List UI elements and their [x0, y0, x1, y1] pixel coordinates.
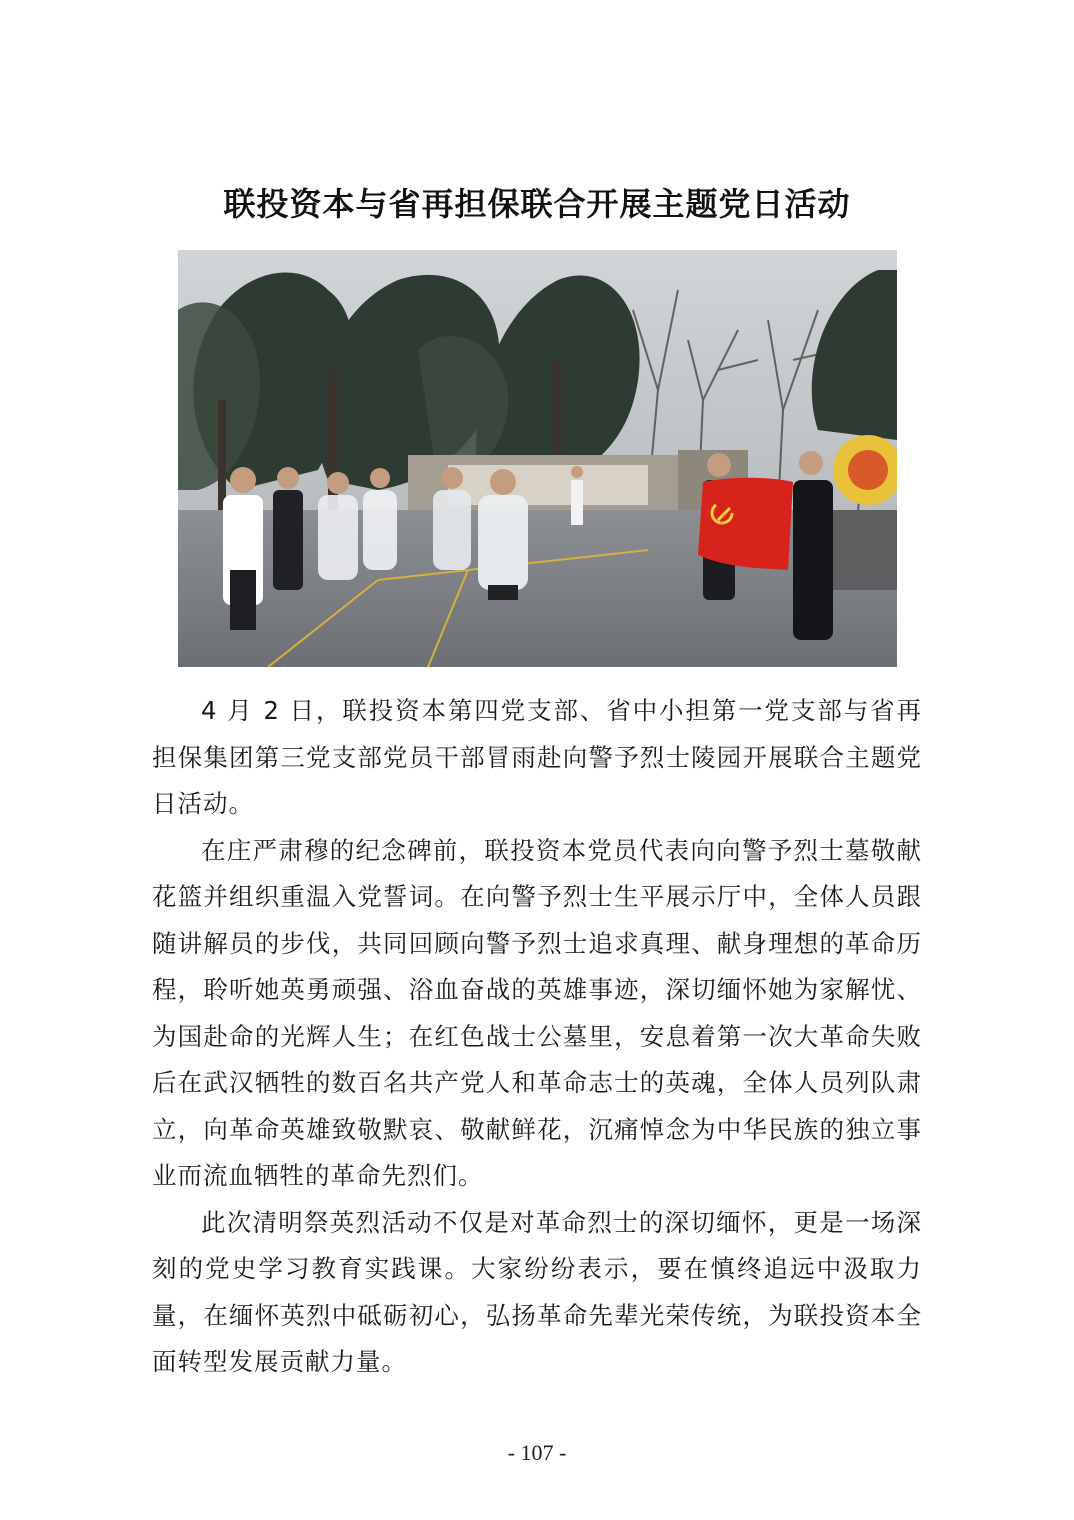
page-title: 联投资本与省再担保联合开展主题党日活动 [223, 185, 851, 223]
page-number: - 107 - [507, 1440, 567, 1465]
group-photo-memorial-flag-icon [178, 250, 897, 667]
paragraph-3: 此次清明祭英烈活动不仅是对革命烈士的深切缅怀，更是一场深刻的党史学习教育实践课。大家纷纷表示，要在慎终追远中汲取力量，在缅怀英烈中砥砺初心，弘扬革命先辈光荣传统，为联投资本全面转型发展贡献力量。 [152, 1207, 922, 1376]
event-photo [178, 250, 897, 667]
article-body [152, 688, 922, 1386]
paragraph-2: 在庄严肃穆的纪念碑前，联投资本党员代表向向警予烈士墓敬献花篮并组织重温入党誓词。在向警予烈士生平展示厅中，全体人员跟随讲解员的步伐，共同回顾向警予烈士追求真理、献身理想的革命历程，聆听她英勇顽强、浴血奋战的英雄事迹，深切缅怀她为家解忧、为国赴命的光辉人生；在红色战士公墓里，安息着第一次大革命失败后在武汉牺牲的数百名共产党人和革命志士的英魂，全体人员列队肃立，向革命英雄致敬默哀、敬献鲜花，沉痛悼念为中华民族的独立事业而流血牺牲的革命先烈们。 [152, 835, 922, 1190]
paragraph-1: 4 月 2 日，联投资本第四党支部、省中小担第一党支部与省再担保集团第三党支部党员干部冒雨赴向警予烈士陵园开展联合主题党日活动。 [152, 696, 922, 818]
